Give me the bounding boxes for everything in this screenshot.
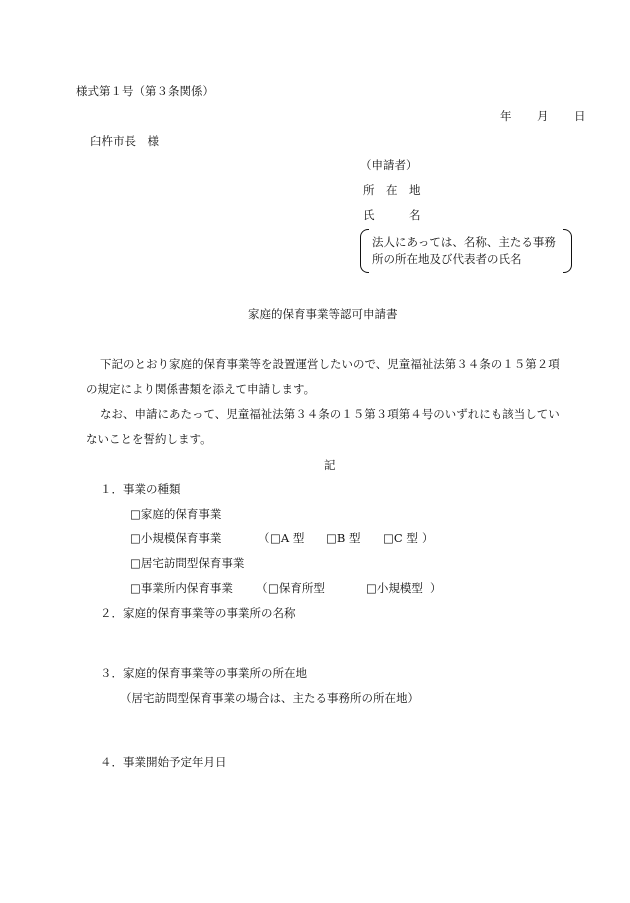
body-para2-line2: ないことを誓約します。 — [86, 432, 212, 446]
option-type-a[interactable]: □A 型 — [270, 531, 305, 545]
option-kyotaku-homon[interactable]: □居宅訪問型保育事業 — [130, 556, 245, 570]
close-paren: ） — [430, 581, 442, 595]
document-title: 家庭的保育事業等認可申請書 — [248, 307, 398, 321]
item4-label: ４．事業開始予定年月日 — [100, 755, 227, 769]
item3-note: （居宅訪問型保育事業の場合は、主たる事務所の所在地） — [120, 691, 419, 705]
open-paren: （ — [256, 581, 268, 595]
option-katei-hoiku[interactable]: □家庭的保育事業 — [130, 507, 222, 521]
right-bracket — [563, 229, 572, 273]
applicant-label: （申請者） — [360, 158, 418, 172]
corporate-note-box — [360, 229, 572, 273]
date-year-label: 年 — [500, 109, 512, 123]
address-label: 所 在 地 — [363, 183, 421, 197]
date-month-label: 月 — [537, 109, 549, 123]
name-label: 氏 名 — [363, 208, 421, 222]
close-paren: ） — [422, 531, 434, 545]
ki-heading: 記 — [324, 458, 336, 472]
left-bracket — [360, 229, 369, 273]
body-para1-line1: 下記のとおり家庭的保育事業等を設置運営したいので、児童福祉法第３４条の１５第２項 — [100, 357, 560, 371]
option-shokibo-hoiku[interactable]: □小規模保育事業 — [130, 531, 222, 545]
body-para1-line2: の規定により関係書類を添えて申請します。 — [86, 382, 316, 396]
option-jigyosho-nai[interactable]: □事業所内保育事業 — [130, 581, 233, 595]
option-hoikusho-gata[interactable]: □保育所型 — [268, 581, 325, 595]
item2-label: ２．家庭的保育事業等の事業所の名称 — [100, 606, 296, 620]
item3-label: ３．家庭的保育事業等の事業所の所在地 — [100, 666, 307, 680]
option-type-c[interactable]: □C 型 — [383, 531, 418, 545]
date-day-label: 日 — [574, 109, 586, 123]
option-shokibo-gata[interactable]: □小規模型 — [366, 581, 423, 595]
form-number: 様式第１号（第３条関係） — [76, 84, 214, 98]
corporate-note-line2: 所の所在地及び代表者の氏名 — [372, 252, 522, 266]
corporate-note-line1: 法人にあっては、名称、主たる事務 — [372, 235, 556, 249]
body-para2-line1: なお、申請にあたって、児童福祉法第３４条の１５第３項第４号のいずれにも該当してい — [100, 407, 560, 421]
item1-label: １．事業の種類 — [100, 482, 181, 496]
option-type-b[interactable]: □B 型 — [326, 531, 361, 545]
addressee: 臼杵市長 様 — [90, 134, 159, 148]
open-paren: （ — [258, 531, 270, 545]
